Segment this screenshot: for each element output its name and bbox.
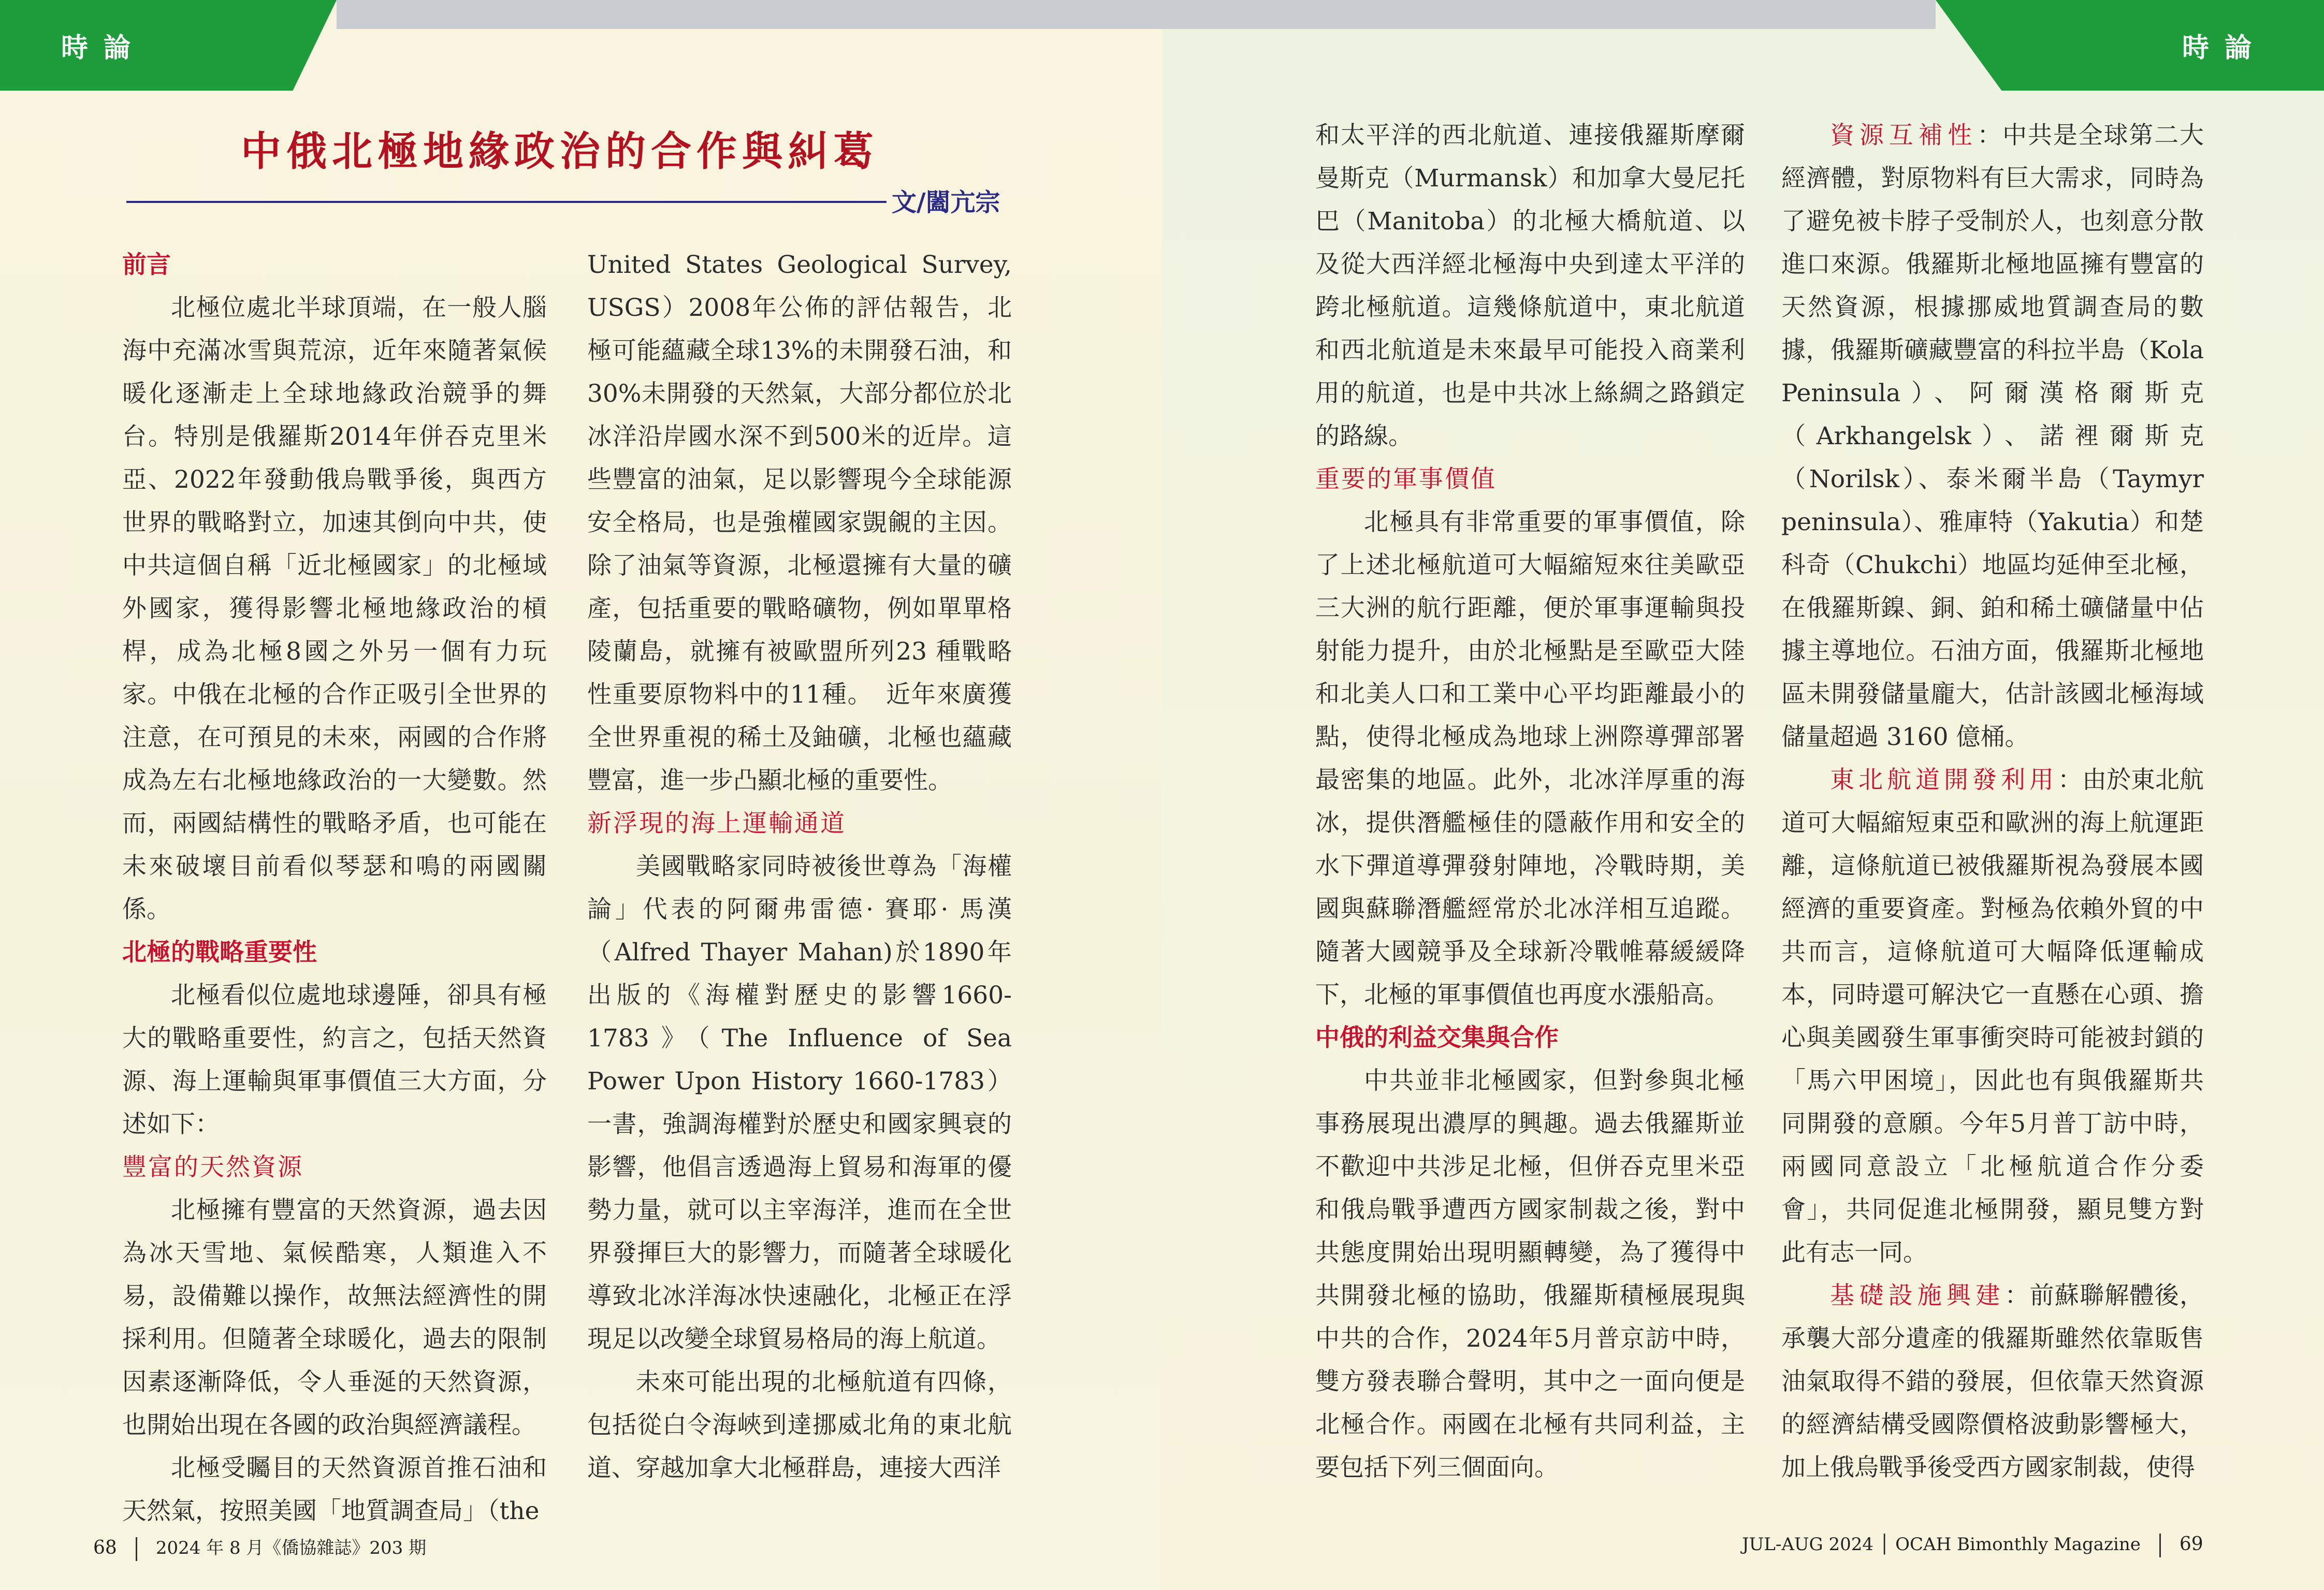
paragraph — [1781, 1274, 2204, 1489]
page-number-right: 69 — [2179, 1534, 2203, 1555]
title-rule — [126, 201, 887, 203]
top-gray-strip — [337, 0, 1162, 29]
paragraph: 中共並非北極國家，但對參與北極事務展現出濃厚的興趣。過去俄羅斯並不歡迎中共涉足北極，但併吞克里米亞和俄烏戰爭遭西方國家制裁之後，對中共態度開始出現明顯轉變，為了獲得中共開發北極的協助，俄羅斯積極展現與中共的合作，2024年5月普京訪中時，雙方發表聯合聲明，其中之一面向便是北極合作。兩國在北極有共同利益，主要包括下列三個面向。 — [1315, 1067, 1745, 1482]
top-gray-strip — [1162, 0, 1936, 29]
paragraph: 北極位處北半球頂端，在一般人腦海中充滿冰雪與荒涼，近年來隨著氣候暖化逐漸走上全球地緣政治競爭的舞台。特別是俄羅斯2014年併吞克里米亞、2022年發動俄烏戰爭後，與西方世界的戰略對立，加速其倒向中共，使中共這個自稱「近北極國家」的北極域外國家，獲得影響北極地緣政治的槓桿，成為北極8國之外另一個有力玩家。中俄在北極的合作正吸引全世界的注意，在可預見的未來，兩國的合作將成為左右北極地緣政治的一大變數。然而，兩國結構性的戰略矛盾，也可能在未來破壞目前看似琴瑟和鳴的兩國關係。 — [122, 294, 547, 924]
footer-left — [93, 1534, 426, 1561]
column-1 — [122, 243, 547, 1533]
paragraph-body: ：中共是全球第二大經濟體，對原物料有巨大需求，同時為了避免被卡脖子受制於人，也刻意分散進口來源。俄羅斯北極地區擁有豐富的天然資源，根據挪威地質調查局的數據，俄羅斯礦藏豐富的科拉半島（Kola Peninsula）、阿爾漢格爾斯克（Arkhangelsk）、諾裡爾斯克（Norilsk）、泰米爾半島（Taymyr peninsula）、雅庫特（Yakutia）和楚科奇（Chukchi）地區均延伸至北極，在俄羅斯鎳、銅、鉑和稀土礦儲量中佔據主導地位。石油方面，俄羅斯北極地區未開發儲量龐大，估計該國北極海域儲量超過 3160 億桶。 — [1781, 121, 2204, 751]
heading-sino-russian-interests: 中俄的利益交集與合作 — [1315, 1024, 1559, 1052]
footer-right — [1742, 1534, 2203, 1557]
paragraph: 北極受矚目的天然資源首推石油和天然氣，按照美國「地質調查局」（the — [122, 1454, 547, 1525]
issue-info-left: 2024 年 8 月《僑協雜誌》203 期 — [155, 1538, 427, 1558]
lead-infrastructure: 基礎設施興建 — [1830, 1281, 2005, 1310]
column-2 — [587, 243, 1012, 1490]
lead-northeast-passage: 東北航道開發利用 — [1830, 766, 2058, 794]
paragraph — [1781, 114, 2204, 758]
heading-natural-resources: 豐富的天然資源 — [122, 1153, 303, 1181]
section-label-right: 時論 — [2182, 33, 2268, 64]
paragraph: 和太平洋的西北航道、連接俄羅斯摩爾曼斯克（Murmansk）和加拿大曼尼托巴（Manitoba）的北極大橋航道、以及從大西洋經北極海中央到達太平洋的跨北極航道。這幾條航道中，東北航道和西北航道是未來最早可能投入商業利用的航道，也是中共冰上絲綢之路鎖定的路線。 — [1315, 121, 1745, 450]
paragraph: United States Geological Survey, USGS）2008年公佈的評估報告，北極可能蘊藏全球13%的未開發石油，和30%未開發的天然氣，大部分都位於北冰洋沿岸國水深不到500米的近岸。這些豐富的油氣，足以影響現今全球能源安全格局，也是強權國家覬覦的主因。除了油氣等資源，北極還擁有大量的礦產，包括重要的戰略礦物，例如單單格陵蘭島，就擁有被歐盟所列23 種戰略性重要原物料中的11種。 近年來廣獲全世界重視的稀土及鈾礦，北極也蘊藏豐富，進一步凸顯北極的重要性。 — [587, 251, 1012, 795]
article-author: 文/闔亢宗 — [892, 188, 1000, 217]
article-title: 中俄北極地緣政治的合作與糾葛 — [241, 128, 879, 175]
footer-divider — [2159, 1534, 2161, 1557]
lead-resource-complementarity: 資源互補性 — [1830, 121, 1978, 150]
section-tab-left — [0, 0, 337, 91]
right-page — [1162, 0, 2324, 1590]
footer-divider — [136, 1537, 137, 1561]
section-label-left: 時論 — [61, 33, 147, 64]
paragraph: 北極具有非常重要的軍事價值，除了上述北極航道可大幅縮短來往美歐亞三大洲的航行距離，便於軍事運輸與投射能力提升，由於北極點是至歐亞大陸和北美人口和工業中心平均距離最小的點，使得北極成為地球上洲際導彈部署最密集的地區。此外，北冰洋厚重的海冰，提供潛艦極佳的隱蔽作用和安全的水下彈道導彈發射陣地，冷戰時期，美國與蘇聯潛艦經常於北冰洋相互追蹤。隨著大國競爭及全球新冷戰帷幕緩緩降下，北極的軍事價值也再度水漲船高。 — [1315, 508, 1745, 1009]
paragraph-body: ：前蘇聯解體後，承襲大部分遺產的俄羅斯雖然依靠販售油氣取得不錯的發展，但依靠天然資源的經濟結構受國際價格波動影響極大，加上俄烏戰爭後受西方國家制裁，使得 — [1781, 1281, 2204, 1482]
heading-intro: 前言 — [122, 251, 171, 279]
column-4 — [1781, 114, 2204, 1489]
paragraph: 美國戰略家同時被後世尊為「海權論」代表的阿爾弗雷德· 賽耶· 馬漢（Alfred Thayer Mahan)於1890年出版的《海權對歷史的影響1660-1783》（The Influence of Sea Power Upon History 1660-1783）一書，強調海權對於歷史和國家興衰的影響，他倡言透過海上貿易和海軍的優勢力量，就可以主宰海洋，進而在全世界發揮巨大的影響力，而隨著全球暖化導致北冰洋海冰快速融化，北極正在浮現足以改變全球貿易格局的海上航道。 — [587, 852, 1012, 1353]
paragraph — [1781, 758, 2204, 1274]
paragraph: 未來可能出現的北極航道有四條，包括從白令海峽到達挪威北角的東北航道、穿越加拿大北極群島，連接大西洋 — [587, 1368, 1012, 1482]
paragraph-body: ：由於東北航道可大幅縮短東亞和歐洲的海上航運距離，這條航道已被俄羅斯視為發展本國經濟的重要資產。對極為依賴外貿的中共而言，這條航道可大幅降低運輸成本，同時還可解決它一直懸在心頭、擔心與美國發生軍事衝突時可能被封鎖的「馬六甲困境」，因此也有與俄羅斯共同開發的意願。今年5月普丁訪中時，兩國同意設立「北極航道合作分委會」，共同促進北極開發，顯見雙方對此有志一同。 — [1781, 766, 2204, 1267]
heading-strategic-importance: 北極的戰略重要性 — [122, 938, 317, 967]
paragraph: 北極看似位處地球邊陲，卻具有極大的戰略重要性，約言之，包括天然資源、海上運輸與軍事價值三大方面，分述如下： — [122, 981, 547, 1139]
heading-shipping-routes: 新浮現的海上運輸通道 — [587, 809, 846, 838]
column-3 — [1315, 114, 1745, 1489]
issue-info-right: JUL-AUG 2024 │ OCAH Bimonthly Magazine — [1742, 1534, 2141, 1555]
heading-military-value: 重要的軍事價值 — [1315, 465, 1497, 493]
paragraph: 北極擁有豐富的天然資源，過去因為冰天雪地、氣候酷寒，人類進入不易，設備難以操作，故無法經濟性的開採利用。但隨著全球暖化，過去的限制因素逐漸降低，令人垂涎的天然資源，也開始出現在各國的政治與經濟議程。 — [122, 1196, 547, 1439]
page-number-left: 68 — [93, 1537, 117, 1558]
